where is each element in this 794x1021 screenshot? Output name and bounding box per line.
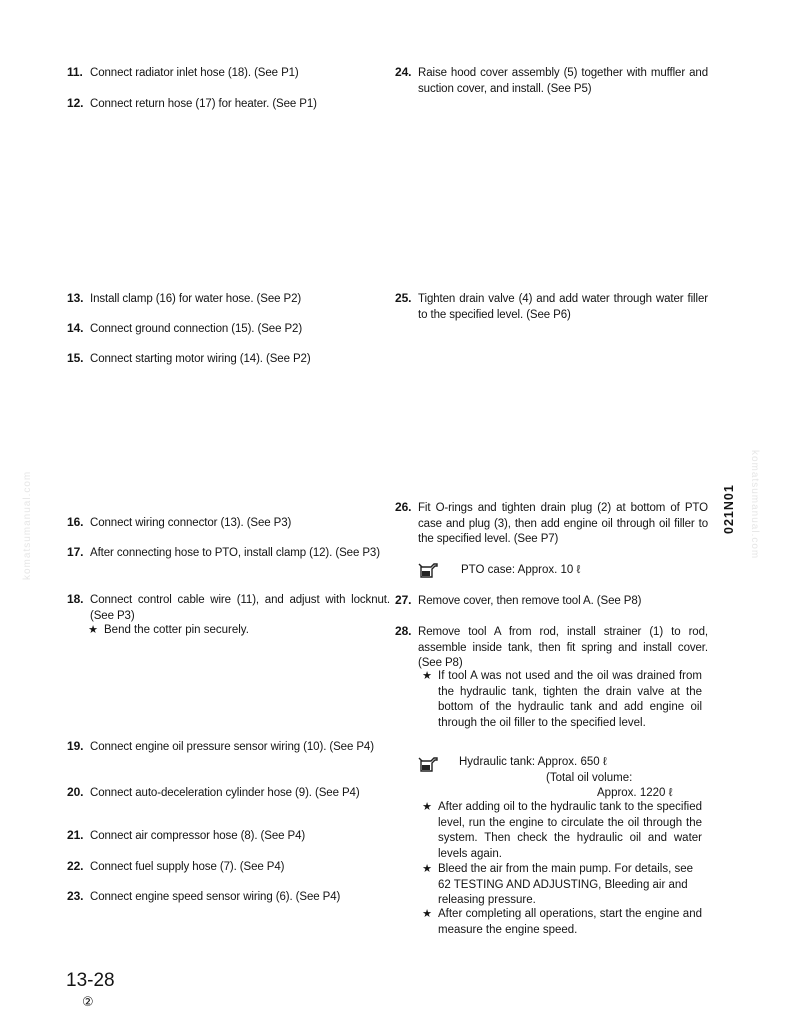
hydraulic-tank-capacity: Hydraulic tank: Approx. 650 ℓ [459, 756, 607, 768]
step-18-note: ★ Bend the cotter pin securely. [88, 624, 249, 636]
step-11: 11. Connect radiator inlet hose (18). (See P1) [67, 65, 299, 79]
step-19: 19. Connect engine oil pressure sensor wiring (10). (See P4) [67, 739, 374, 753]
step-28: 28. Remove tool A from rod, install strainer (1) to rod, assemble inside tank, then fit spring and install cover. (See P8) [395, 624, 708, 670]
step-13: 13. Install clamp (16) for water hose. (See P2) [67, 291, 302, 305]
step-28-note-3: ★ Bleed the air from the main pump. For details, see 62 TESTING AND ADJUSTING, Bleeding air and releasing pressure. [422, 863, 694, 907]
step-20: 20. Connect auto-deceleration cylinder hose (9). (See P4) [67, 785, 360, 799]
oil-can-icon [418, 561, 440, 579]
step-25: 25. Tighten drain valve (4) and add water through water filler to the specified level. (See P6) [395, 291, 708, 321]
total-oil-volume-label: (Total oil volume: [546, 772, 633, 784]
step-28-note-2: ★ After adding oil to the hydraulic tank to the specified level, run the engine to circulate the oil through the system. Then check the hydraulic oil and water levels again. [422, 801, 702, 860]
step-12: 12. Connect return hose (17) for heater. (See P1) [67, 96, 317, 110]
step-18: 18. Connect control cable wire (11), and adjust with locknut. (See P3) [67, 592, 390, 622]
watermark-left: komatsumanual.com [22, 470, 33, 580]
watermark-right: komatsumanual.com [749, 450, 760, 560]
step-26: 26. Fit O-rings and tighten drain plug (2) at bottom of PTO case and plug (3), then add engine oil through oil filler to the specified level. (See P7) [395, 500, 708, 546]
step-28-note-1: ★ If tool A was not used and the oil was drained from the hydraulic tank, tighten the drain valve at the bottom of the hydraulic tank and add engine oil through the oil filler to the specified level. [422, 670, 702, 729]
step-27: 27. Remove cover, then remove tool A. (See P8) [395, 593, 642, 607]
figure-code: 021N01 [722, 484, 736, 534]
step-17: 17. After connecting hose to PTO, install clamp (12). (See P3) [67, 545, 380, 559]
step-28-note-4: ★ After completing all operations, start the engine and measure the engine speed. [422, 908, 702, 936]
total-oil-volume-value: Approx. 1220 ℓ [597, 787, 673, 799]
step-15: 15. Connect starting motor wiring (14). (See P2) [67, 351, 311, 365]
pto-capacity: PTO case: Approx. 10 ℓ [461, 564, 581, 576]
step-24: 24. Raise hood cover assembly (5) together with muffler and suction cover, and install. (See P5) [395, 65, 708, 95]
step-14: 14. Connect ground connection (15). (See P2) [67, 321, 303, 335]
step-23: 23. Connect engine speed sensor wiring (6). (See P4) [67, 889, 341, 903]
step-16: 16. Connect wiring connector (13). (See P3) [67, 515, 292, 529]
step-21: 21. Connect air compressor hose (8). (See P4) [67, 828, 306, 842]
oil-can-icon [418, 755, 440, 773]
revision-mark: ② [82, 994, 94, 1009]
step-22: 22. Connect fuel supply hose (7). (See P4) [67, 859, 285, 873]
page-number: 13-28 [66, 970, 115, 991]
